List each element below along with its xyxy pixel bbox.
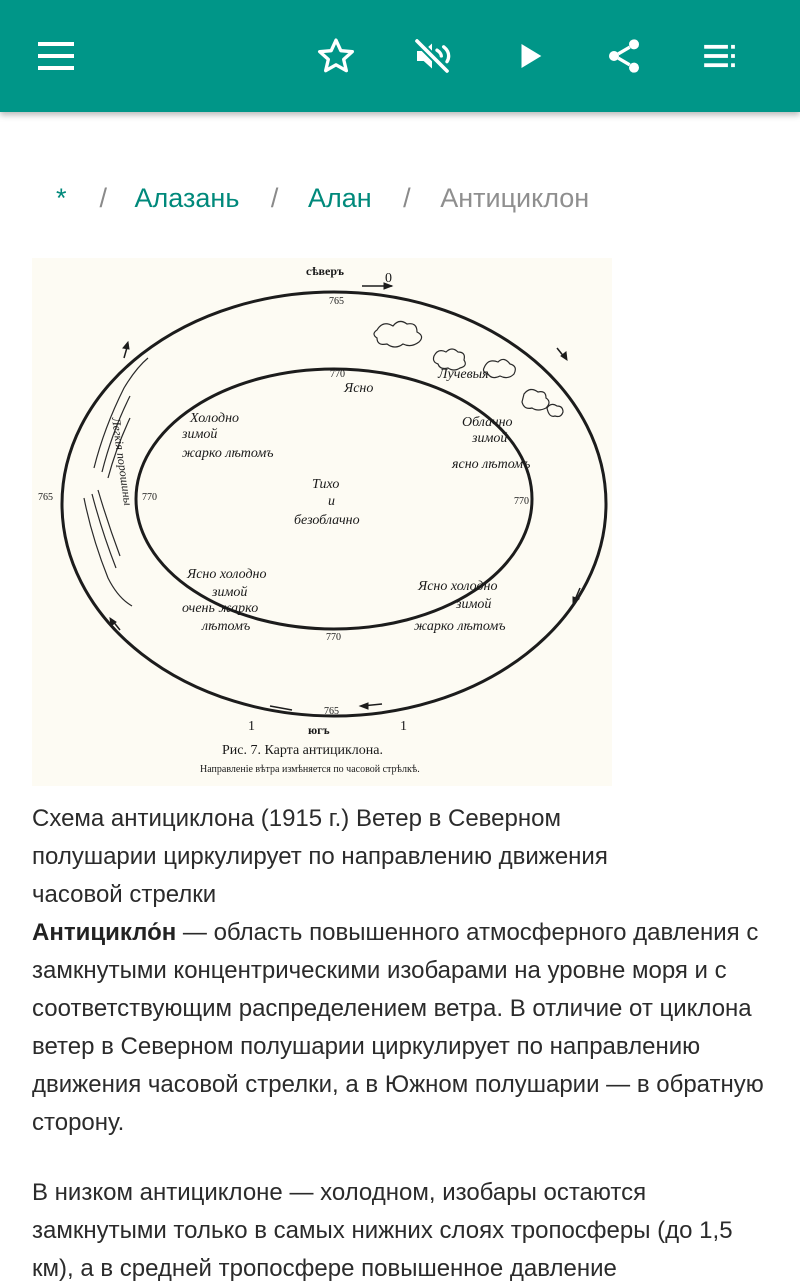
label-cirrus: Лучевыя — [438, 367, 489, 382]
list-icon — [701, 37, 739, 75]
label-isobar-765-bottom: 765 — [324, 706, 339, 717]
article-definition: — область повышенного атмосферного давления с замкнутыми концентрическими изобарами на уровне моря и с соответствующим распределением ветра. В отличие от циклона ветер в Северном полушарии циркулирует по направлению движения часовой стрелки, а в Южном полушарии — в обратную сторону. — [32, 919, 764, 1136]
label-one-left: 1 — [248, 719, 255, 734]
label-isobar-770-right: 770 — [514, 496, 529, 507]
label-sw-4: лѣтомъ — [202, 619, 251, 634]
label-sw-2: зимой — [212, 585, 248, 600]
app-bar — [0, 0, 800, 112]
label-clear: Ясно — [344, 381, 374, 396]
label-calm-1: Тихо — [312, 477, 340, 492]
article-paragraph-2: В низком антициклоне — холодном, изобары остаются замкнутыми только в самых нижних слоях тропосферы (до 1,5 км), а в средней тропосфере повышенное давление — [32, 1179, 733, 1282]
label-sw-3: очень жарко — [182, 601, 259, 616]
figure-caption: Схема антициклона (1915 г.) Ветер в Северном полушарии циркулирует по направлению движения часовой стрелки — [32, 805, 608, 908]
label-nw-1: Холодно — [190, 411, 240, 426]
label-nw-2: зимой — [182, 427, 218, 442]
label-zero: 0 — [385, 271, 392, 286]
label-north: сѣверъ — [306, 264, 345, 278]
label-light-dust: Легкія порошины — [109, 416, 136, 507]
article-paragraph-1 — [32, 914, 772, 1142]
label-se-3: жарко лѣтомъ — [414, 619, 506, 634]
label-sw-1: Ясно холодно — [187, 567, 267, 582]
breadcrumb-separator: / — [270, 183, 279, 213]
label-isobar-765-top: 765 — [329, 296, 344, 307]
figure-subtitle: Направленіе вѣтра измѣняется по часовой стрѣлкѣ. — [200, 764, 420, 775]
favorite-button[interactable] — [308, 28, 364, 84]
label-isobar-770-left: 770 — [142, 492, 157, 503]
figure-title: Рис. 7. Карта антициклона. — [222, 743, 383, 758]
label-isobar-765-left: 765 — [38, 492, 53, 503]
play-icon — [513, 39, 547, 73]
label-ne-1: Облачно — [462, 415, 513, 430]
label-ne-3: ясно лѣтомъ — [452, 457, 531, 472]
label-calm-2: и — [328, 494, 335, 509]
menu-button[interactable] — [28, 28, 84, 84]
label-calm-3: безоблачно — [294, 513, 360, 528]
breadcrumb-root-link[interactable]: * — [56, 183, 67, 213]
volume-off-icon — [412, 36, 452, 76]
label-se-2: зимой — [456, 597, 492, 612]
anticyclone-figure[interactable] — [32, 258, 612, 786]
breadcrumb-separator: / — [99, 183, 108, 213]
toc-button[interactable] — [692, 28, 748, 84]
breadcrumb-link-alazan[interactable]: Алазань — [134, 183, 240, 213]
anticyclone-diagram — [32, 258, 612, 786]
play-button[interactable] — [502, 28, 558, 84]
label-isobar-770-bottom: 770 — [326, 632, 341, 643]
label-south: югъ — [308, 723, 330, 737]
breadcrumb-link-alan[interactable]: Алан — [307, 183, 372, 213]
mute-button[interactable] — [404, 28, 460, 84]
label-one-right: 1 — [400, 719, 407, 734]
hamburger-menu-icon — [38, 38, 74, 74]
label-se-1: Ясно холодно — [418, 579, 498, 594]
label-nw-3: жарко лѣтомъ — [182, 446, 274, 461]
share-button[interactable] — [596, 28, 652, 84]
article-term: Антицикло́н — [32, 919, 177, 946]
breadcrumb-separator: / — [403, 183, 411, 213]
label-isobar-770-top: 770 — [330, 369, 345, 380]
label-ne-2: зимой — [472, 431, 508, 446]
share-icon — [604, 36, 644, 76]
breadcrumb-current: Антициклон — [440, 183, 590, 213]
breadcrumb — [56, 178, 589, 218]
star-outline-icon — [316, 36, 356, 76]
